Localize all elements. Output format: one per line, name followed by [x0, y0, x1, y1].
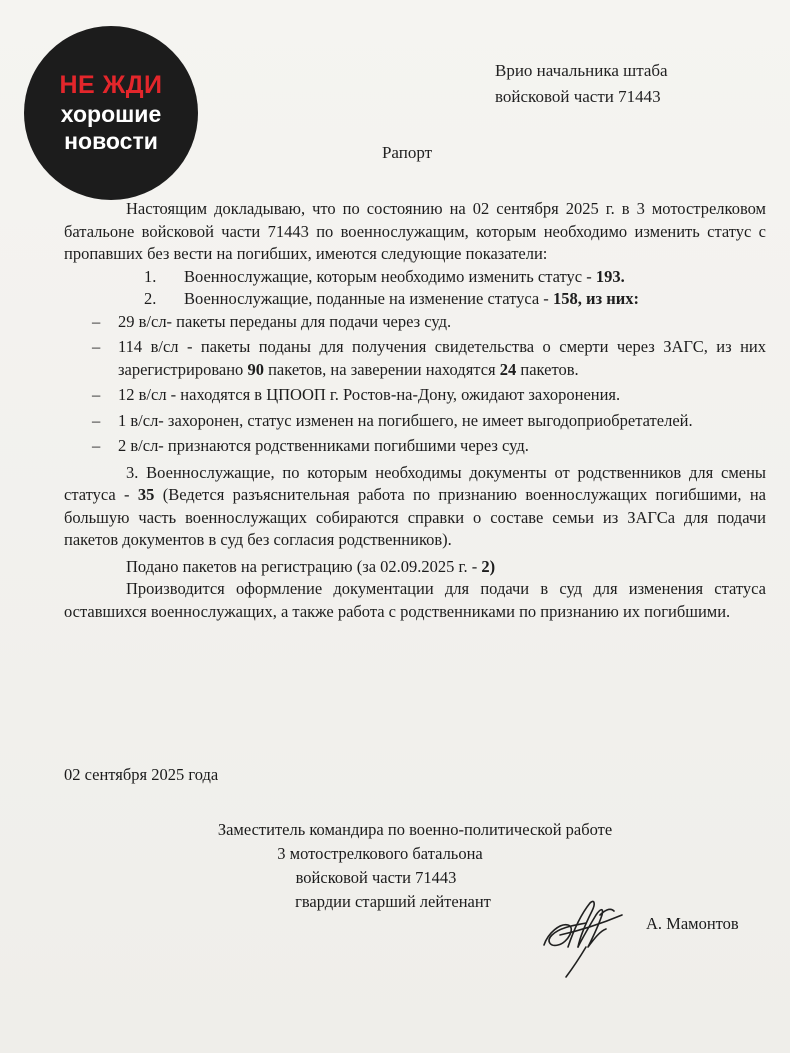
submitted-text-a: Подано пакетов на регистрацию (за 02.09.2025 г. - — [126, 556, 482, 576]
submitted-value: 2 — [481, 556, 490, 576]
sub-item-2-text-c: пакетов. — [516, 359, 579, 379]
sub-item-5-text: 2 в/сл- признаются родственниками погибшими через суд. — [118, 436, 529, 455]
document-title: Рапорт — [381, 143, 433, 162]
signer-position-line-1: Заместитель командира по военно-политической работе — [217, 820, 613, 839]
report-body — [64, 198, 766, 623]
item-1-value: 193 — [595, 266, 621, 286]
item-1 — [64, 266, 766, 289]
item-3 — [64, 462, 766, 552]
addressee-line-2: войсковой части 71443 — [495, 87, 661, 106]
sub-item-1 — [64, 311, 766, 334]
item-3-text-a: Военнослужащие, по которым необходимы документы от родственников для смены статуса - — [64, 462, 767, 504]
item-2-value: 158 — [552, 289, 578, 308]
submitted-line — [64, 556, 766, 579]
signer-position-line-3: войсковой части 71443 — [295, 868, 457, 887]
sub-item-2-text-b: пакетов, на заверении находятся — [263, 359, 500, 379]
item-3-number: 3. — [126, 462, 139, 482]
dash-marker: – — [92, 385, 101, 404]
item-3-text-b: (Ведется разъяснительная работа по признанию военнослужащих погибшими, на большую часть военнослужащих собираются справки о составе семьи из ЗАГСа для подачи пакетов документов в суд без согласия родственников). — [64, 485, 767, 549]
submitted-text-b: ) — [489, 556, 496, 576]
sub-item-4-text: 1 в/сл- захоронен, статус изменен на погибшего, не имеет выгодоприобретателей. — [118, 410, 693, 430]
item-2-tail: , из них: — [577, 289, 639, 308]
news-logo-badge — [24, 26, 198, 200]
sub-item-3 — [64, 384, 766, 407]
sub-item-4 — [64, 410, 766, 433]
dash-marker: – — [92, 436, 101, 455]
sub-item-1-text: 29 в/сл- пакеты переданы для подачи через суд. — [118, 311, 452, 331]
item-3-value: 35 — [137, 485, 155, 504]
sub-item-2 — [64, 336, 766, 381]
dash-marker: – — [92, 337, 101, 356]
item-2-number: 2. — [144, 289, 157, 308]
item-1-tail: . — [620, 266, 625, 286]
badge-line-1: НЕ ЖДИ — [59, 71, 163, 100]
signer-rank: гвардии старший лейтенант — [295, 892, 491, 911]
addressee-block — [495, 58, 765, 110]
sub-item-2-value-2: 24 — [499, 359, 517, 379]
signer-name: А. Мамонтов — [646, 914, 739, 933]
badge-line-2: хорошие — [60, 100, 162, 127]
item-1-number: 1. — [144, 266, 157, 286]
sub-item-5 — [64, 435, 766, 458]
intro-paragraph: Настоящим докладываю, что по состоянию на 02 сентября 2025 г. в 3 мотострелковом батальоне войсковой части 71443 по военнослужащим, которым необходимо изменить статус с пропавших без вести на погибших, имеются следующие показатели: — [64, 199, 766, 263]
report-date: 02 сентября 2025 года — [64, 765, 219, 784]
signer-position-line-2: 3 мотострелкового батальона — [277, 844, 483, 863]
item-1-text: Военнослужащие, которым необходимо изменить статус - — [184, 266, 596, 286]
badge-line-3: новости — [64, 127, 158, 154]
sub-item-2-value-1: 90 — [247, 359, 264, 379]
handwritten-signature — [538, 885, 628, 980]
closing-paragraph: Производится оформление документации для подачи в суд для изменения статуса оставшихся военнослужащих, а также работа с родственниками по признанию их погибшими. — [64, 579, 766, 621]
item-2 — [64, 288, 766, 311]
dash-marker: – — [92, 311, 101, 331]
sub-item-2-text-a: 114 в/сл - пакеты поданы для получения свидетельства о смерти через ЗАГС, из них зарегистрировано — [118, 337, 766, 379]
item-2-text: Военнослужащие, поданные на изменение статуса - — [184, 289, 553, 308]
addressee-line-1: Врио начальника штаба — [495, 61, 668, 80]
dash-marker: – — [92, 410, 101, 430]
sub-item-3-text: 12 в/сл - находятся в ЦПООП г. Ростов-на-Дону, ожидают захоронения. — [118, 385, 621, 404]
